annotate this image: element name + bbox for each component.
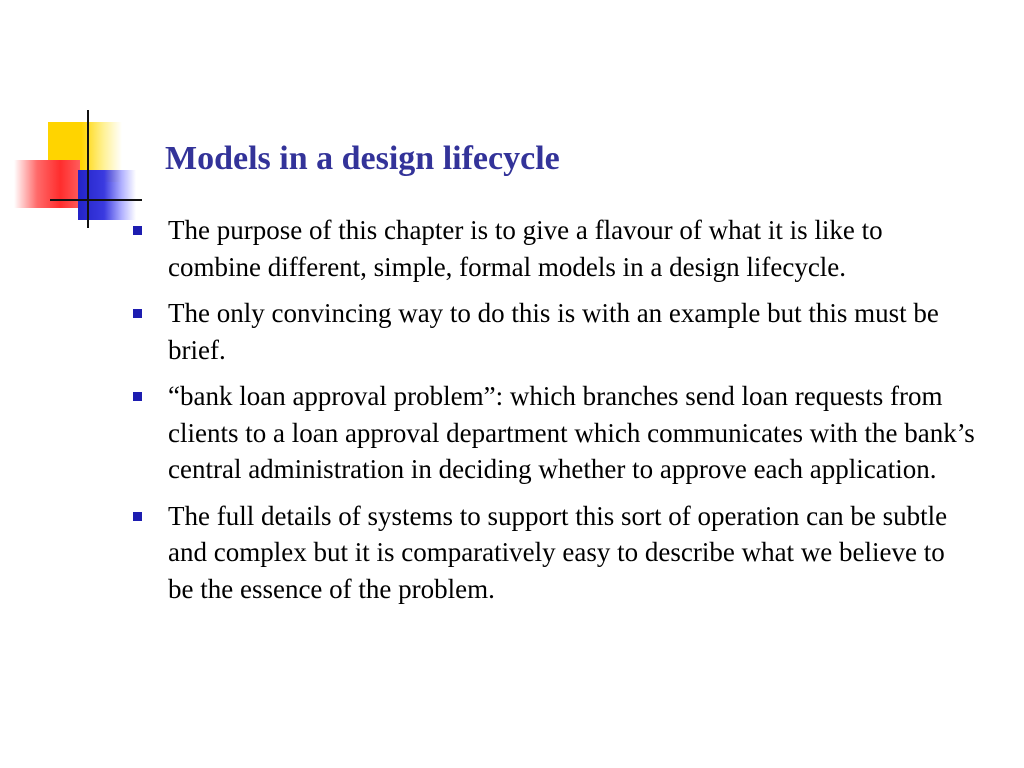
decorative-horizontal-line <box>50 199 142 201</box>
bullet-item <box>130 212 975 285</box>
bullet-text: “bank loan approval problem”: which branches send loan requests from clients to a loan approval department which communicates with the bank’s central administration in deciding whether to approve each application. <box>168 381 975 484</box>
bullet-item <box>130 295 975 368</box>
decorative-vertical-line <box>87 110 89 228</box>
square-bullet-icon <box>130 295 168 331</box>
bullet-text: The purpose of this chapter is to give a flavour of what it is like to combine different, simple, formal models in a design lifecycle. <box>168 215 883 282</box>
square-bullet-icon <box>130 212 168 248</box>
bullet-item <box>130 378 975 488</box>
slide-title: Models in a design lifecycle <box>165 140 560 177</box>
bullet-text: The full details of systems to support this sort of operation can be subtle and complex but it is comparatively easy to describe what we believe to be the essence of the problem. <box>168 500 948 604</box>
bullet-list <box>130 212 975 617</box>
bullet-item <box>130 498 975 608</box>
bullet-text: The only convincing way to do this is with an example but this must be brief. <box>168 298 939 365</box>
square-bullet-icon <box>130 378 168 414</box>
square-bullet-icon <box>130 498 168 534</box>
